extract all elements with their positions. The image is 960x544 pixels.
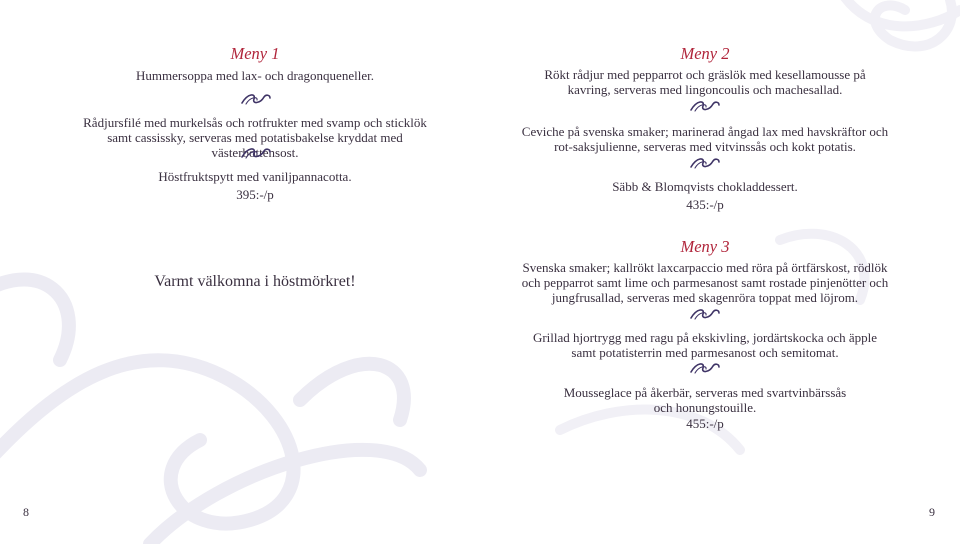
menu3-title: Meny 3 [680, 237, 730, 256]
menu3-course-1: Svenska smaker; kallrökt laxcarpaccio med röra på örtfärskost, rödlök och pepparrot samt lime och parmesanost samt rostade pinjenötter och jungfrusallad, serveras med skagenröra toppat med löjrom. [521, 260, 889, 305]
menu3-price: 455:-/p [686, 416, 724, 431]
flourish-ornament-icon [689, 361, 721, 375]
flourish-ornament-icon [240, 92, 272, 106]
welcome-text: Varmt välkomna i höstmörkret! [154, 273, 356, 290]
menu1-course-3: Höstfruktspytt med vaniljpannacotta. [158, 169, 352, 184]
menu3-course-3: Mousseglace på åkerbär, serveras med svartvinbärssås och honungstouille. [563, 385, 847, 415]
flourish-ornament-icon [689, 156, 721, 170]
menu2-course-1: Rökt rådjur med pepparrot och gräslök med kesellamousse på kavring, serveras med lingoncoulis och machesallad. [544, 67, 866, 97]
menu3-course-2: Grillad hjortrygg med ragu på ekskivling, jordärtskocka och äpple samt potatisterrin med parmesanost och semitomat. [532, 330, 878, 360]
menu2-price: 435:-/p [686, 197, 724, 212]
menu1-title: Meny 1 [230, 44, 280, 63]
flourish-ornament-icon [240, 146, 272, 160]
page-number-right: 9 [929, 505, 935, 519]
flourish-ornament-icon [689, 99, 721, 113]
menu1-course-1: Hummersoppa med lax- och dragonqueneller. [136, 68, 374, 83]
flourish-ornament-icon [689, 307, 721, 321]
menu1-price: 395:-/p [236, 187, 274, 202]
menu2-course-3: Säbb & Blomqvists chokladdessert. [612, 179, 798, 194]
menu1-course-2: Rådjursfilé med murkelsås och rotfrukter med svamp och sticklök samt cassissky, serveras med potatisbakelse kryddat med västerbottensost. [83, 115, 427, 160]
menu2-course-2: Ceviche på svenska smaker; marinerad ångad lax med havskräftor och rot-saksjulienne, serveras med vitvinssås och kokt potatis. [521, 124, 889, 154]
page-number-left: 8 [23, 505, 29, 519]
menu2-title: Meny 2 [680, 44, 730, 63]
